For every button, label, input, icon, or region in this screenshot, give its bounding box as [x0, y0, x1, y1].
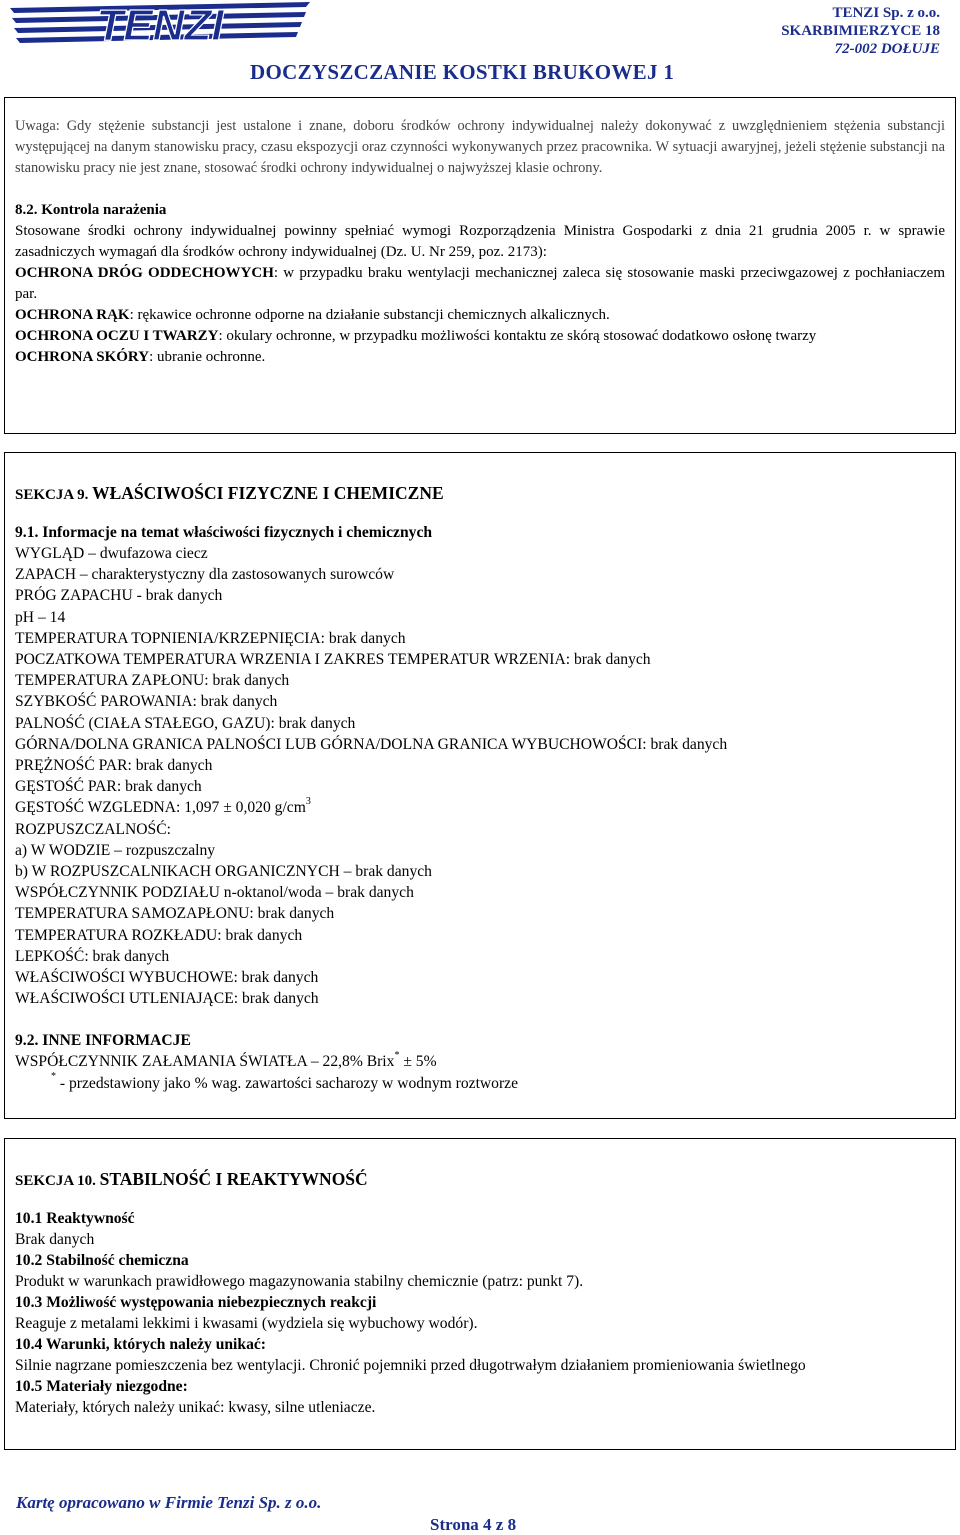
subsection-heading: 9.1. Informacje na temat właściwości fizycznych i chemicznych [15, 524, 433, 541]
property-line: ZAPACH – charakterystyczny dla zastosowanych surowców [15, 566, 395, 584]
section-8-box [4, 97, 956, 434]
property-line: TEMPERATURA SAMOZAPŁONU: brak danych [15, 905, 335, 923]
property-line: a) W WODZIE – rozpuszczalny [15, 841, 216, 859]
protection-item [15, 263, 945, 305]
property-line: b) W ROZPUSZCALNIKACH ORGANICZNYCH – brak danych [15, 863, 432, 881]
property-line: PRÓG ZAPACHU - brak danych [15, 587, 223, 605]
protection-label: OCHRONA OCZU I TWARZY [15, 328, 219, 344]
subsection-heading: 10.5 Materiały niezgodne: [15, 1378, 188, 1395]
subsection-heading: 10.2 Stabilność chemiczna [15, 1252, 189, 1269]
subsection-heading: 10.1 Reaktywność [15, 1210, 135, 1227]
density-line: GĘSTOŚĆ WZGLEDNA: 1,097 ± 0,020 $g/cm^3$ [15, 796, 311, 817]
section-prefix: SEKCJA 10. [15, 1173, 100, 1189]
section-9-box [4, 452, 956, 1119]
property-line: TEMPERATURA ZAPŁONU: brak danych [15, 672, 290, 690]
protection-item [15, 305, 945, 326]
subsection-heading: 9.2. INNE INFORMACJE [15, 1032, 191, 1050]
protection-label: OCHRONA SKÓRY [15, 349, 150, 365]
property-line: ROZPUSZCZALNOŚĆ: [15, 820, 171, 838]
prepared-by: Kartę opracowano w Firmie Tenzi Sp. z o.o. [16, 1493, 322, 1512]
company-city: 72-002 DOŁUJE [834, 41, 940, 57]
document-title: DOCZYSZCZANIE KOSTKI BRUKOWEJ 1 [250, 60, 675, 84]
subsection-text: Brak danych [15, 1231, 95, 1248]
page-number: Strona 4 z 8 [430, 1515, 517, 1534]
protection-text: : okulary ochronne, w przypadku możliwości kontaktu ze skórą stosować dodatkowo osłonę twarzy [218, 328, 817, 344]
svg-text:TENZI: TENZI [96, 2, 224, 46]
section-10-box [4, 1138, 956, 1450]
section-title: WŁAŚCIWOŚCI FIZYCZNE I CHEMICZNE [92, 483, 444, 503]
company-name: TENZI Sp. z o.o. [832, 5, 940, 21]
section-prefix: SEKCJA 9. [15, 487, 93, 503]
subsection-text: Produkt w warunkach prawidłowego magazynowania stabilny chemicznie (patrz: punkt 7). [15, 1273, 584, 1290]
subsection-number: 8.2. [15, 202, 38, 218]
property-line: GÓRNA/DOLNA GRANICA PALNOŚCI LUB GÓRNA/DOLNA GRANICA WYBUCHOWOŚCI: brak danych [15, 735, 728, 753]
section-heading [15, 483, 945, 504]
refraction-line: WSPÓŁCZYNNIK ZAŁAMANIA ŚWIATŁA – 22,8% Brix* ± 5% [15, 1050, 437, 1071]
property-line: GĘSTOŚĆ PAR: brak danych [15, 778, 202, 796]
subsection-text: Silnie nagrzane pomieszczenia bez wentylacji. Chronić pojemniki przed długotrwałym działaniem promieniowania świetlnego [15, 1357, 806, 1374]
footnote: * - przedstawiony jako % wag. zawartości sacharozy w wodnym roztworze [51, 1071, 519, 1092]
tenzi-logo [10, 2, 310, 46]
company-street: SKARBIMIERZYCE 18 [781, 23, 940, 39]
protection-item [15, 326, 945, 347]
subsection-text: Reaguje z metalami lekkimi i kwasami (wydziela się wybuchowy wodór). [15, 1315, 478, 1332]
subsection-text: Materiały, których należy unikać: kwasy, silne utleniacze. [15, 1399, 376, 1416]
protection-text: : w przypadku braku wentylacji mechanicznej zaleca się stosowanie maski przeciwgazowej z pochłaniaczem par. [15, 265, 945, 302]
protection-text: : rękawice ochronne odporne na działanie substancji chemicznych alkalicznych. [129, 307, 610, 323]
property-line: WŁAŚCIWOŚCI WYBUCHOWE: brak danych [15, 969, 319, 987]
property-line: SZYBKOŚĆ PAROWANIA: brak danych [15, 693, 278, 711]
property-line: WYGLĄD – dwufazowa ciecz [15, 545, 208, 562]
subsection-title: Kontrola narażenia [37, 202, 167, 218]
property-line: PRĘŻNOŚĆ PAR: brak danych [15, 757, 213, 775]
property-line: POCZATKOWA TEMPERATURA WRZENIA I ZAKRES TEMPERATUR WRZENIA: brak danych [15, 651, 651, 669]
property-line: TEMPERATURA TOPNIENIA/KRZEPNIĘCIA: brak danych [15, 629, 406, 647]
property-line: pH – 14 [15, 608, 66, 626]
protection-text: : ubranie ochronne. [149, 349, 266, 365]
company-block [781, 4, 940, 58]
property-line: WSPÓŁCZYNNIK PODZIAŁU n-oktanol/woda – brak danych [15, 884, 414, 902]
protection-note: Uwaga: Gdy stężenie substancji jest ustalone i znane, doboru środków ochrony indywidualnej należy dokonywać z uwzględnieniem stężenia substancji występującej na danym stanowisku pracy, czasu ekspozycji oraz czynności wykonywanych przez pracownika. W sytuacji awaryjnej, jeżeli stężenie substancji na stanowisku pracy nie jest znane, stosować środki ochrony indywidualnej o najwyższej klasie ochrony. [15, 118, 945, 176]
exposure-intro: Stosowane środki ochrony indywidualnej powinny spełniać wymogi Rozporządzenia Ministra Gospodarki z dnia 21 grudnia 2005 r. w sprawie zasadniczych wymagań dla środków ochrony indywidualnej (Dz. U. Nr 259, poz. 2173): [15, 223, 945, 260]
property-line: PALNOŚĆ (CIAŁA STAŁEGO, GAZU): brak danych [15, 714, 356, 732]
subsection-heading: 10.4 Warunki, których należy unikać: [15, 1336, 266, 1353]
section-title: STABILNOŚĆ I REAKTYWNOŚĆ [99, 1169, 368, 1189]
protection-label: OCHRONA DRÓG ODDECHOWYCH [15, 265, 274, 281]
subsection-heading: 10.3 Możliwość występowania niebezpiecznych reakcji [15, 1294, 377, 1311]
property-line: TEMPERATURA ROZKŁADU: brak danych [15, 926, 303, 944]
property-line: LEPKOŚĆ: brak danych [15, 947, 170, 965]
property-list [15, 543, 945, 1009]
protection-item [15, 347, 945, 368]
property-line: WŁAŚCIWOŚCI UTLENIAJĄCE: brak danych [15, 990, 319, 1008]
section-heading [15, 1169, 945, 1190]
protection-label: OCHRONA RĄK [15, 307, 130, 323]
